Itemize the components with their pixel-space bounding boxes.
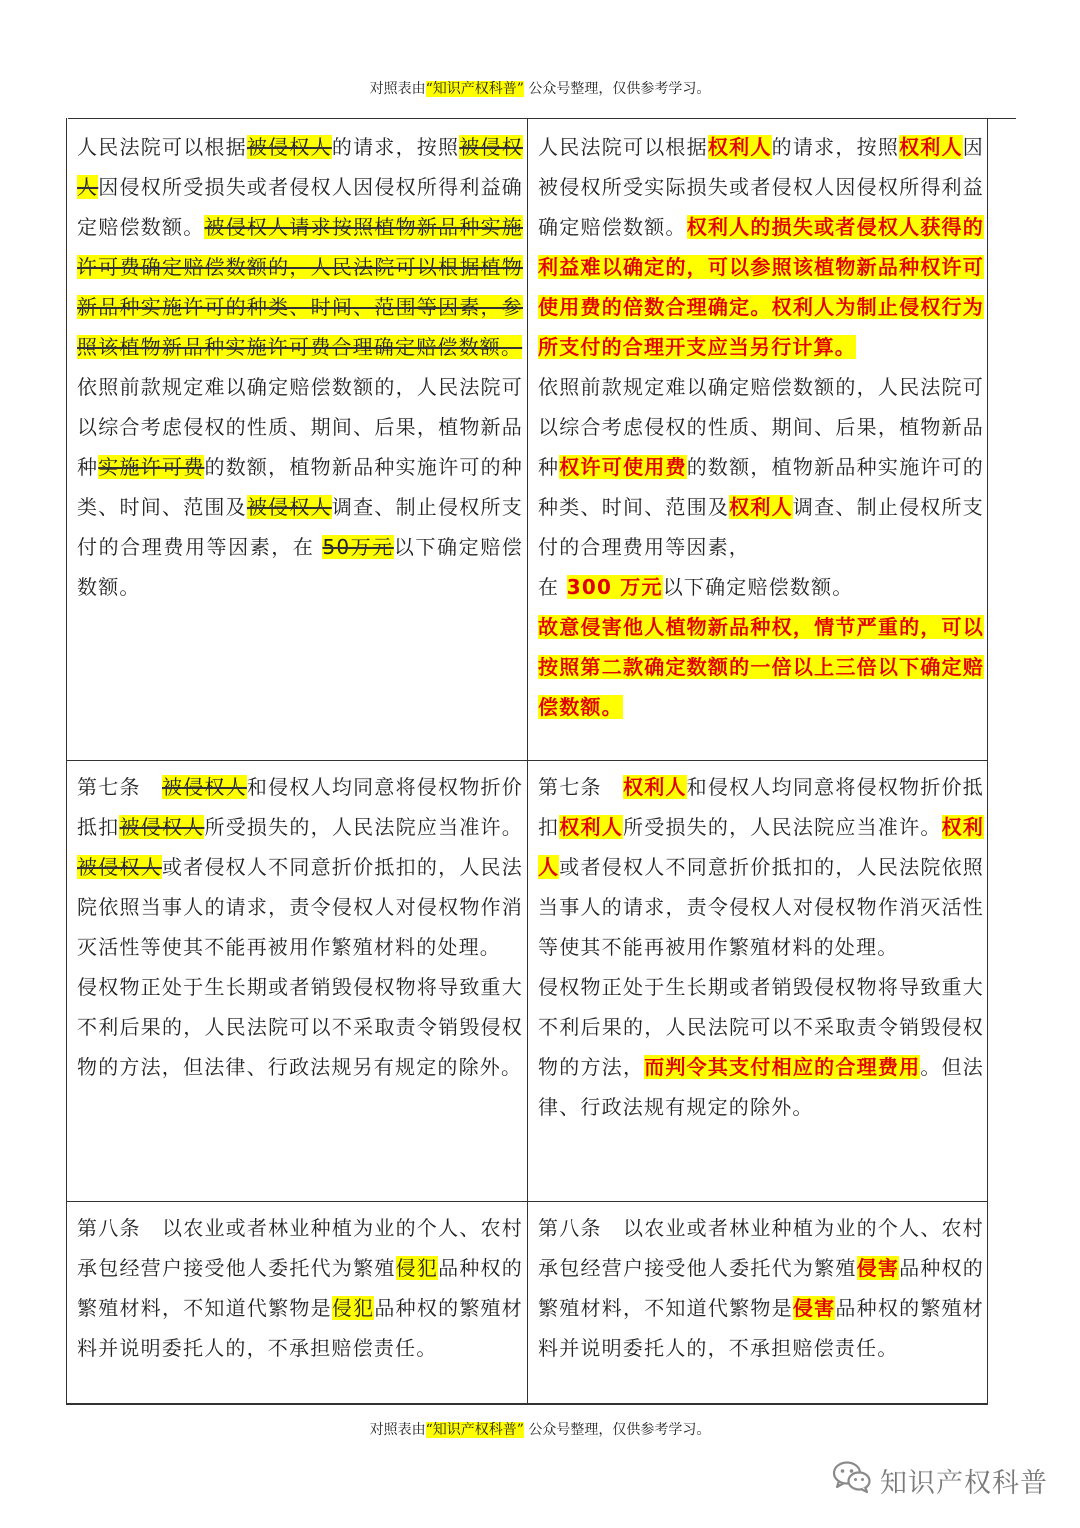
added-text: 侵害	[792, 1296, 836, 1320]
row1-left-paragraph-1: 人民法院可以根据被侵权人的请求，按照被侵权人因侵权所受损失或者侵权人因侵权所得利益确定赔偿数额。被侵权人请求按照植物新品种实施许可费确定赔偿数额的，人民法院可以根据植物新品种实施许可的种类、时间、范围等因素，参照该植物新品种实施许可费合理确定赔偿数额。	[77, 135, 524, 359]
row3-left-cell	[77, 1208, 523, 1368]
added-text: 权利人	[622, 775, 687, 799]
added-text: 而判令其支付相应的合理费用	[644, 1055, 921, 1079]
added-text: 权利人	[707, 135, 772, 159]
changed-text: 侵犯	[331, 1296, 375, 1320]
caption-before: 对照表由	[369, 81, 426, 97]
added-text: 故意侵害他人植物新品种权，情节严重的，可以按照第二款确定数额的一倍以上三倍以下确定赔偿数额。	[538, 615, 984, 719]
table-bottom-border	[66, 1403, 988, 1405]
row1-left-paragraph-2: 依照前款规定难以确定赔偿数额的，人民法院可以综合考虑侵权的性质、期间、后果，植物新品种实施许可费的数额，植物新品种实施许可的种类、时间、范围及被侵权人调查、制止侵权所支付的合理费用等因素，在 50万元以下确定赔偿数额。	[77, 375, 524, 599]
added-text: 权许可使用费	[559, 455, 687, 479]
added-text: 权利人	[538, 815, 985, 879]
row2-left-cell	[77, 767, 523, 1087]
added-text: 权利人	[899, 135, 963, 159]
deleted-text: 被侵权人	[246, 495, 332, 519]
row3-right-paragraph: 第八条 以农业或者林业种植为业的个人、农村承包经营户接受他人委托代为繁殖侵害品种权的繁殖材料，不知道代繁物是侵害品种权的繁殖材料并说明委托人的，不承担赔偿责任。	[538, 1216, 984, 1360]
row3-left-paragraph: 第八条 以农业或者林业种植为业的个人、农村承包经营户接受他人委托代为繁殖侵犯品种权的繁殖材料，不知道代繁物是侵犯品种权的繁殖材料并说明委托人的，不承担赔偿责任。	[77, 1216, 523, 1360]
row2-left-paragraph-2: 侵权物正处于生长期或者销毁侵权物将导致重大不利后果的，人民法院可以不采取责令销毁侵权物的方法，但法律、行政法规另有规定的除外。	[77, 975, 523, 1079]
row1-right-paragraph-2: 依照前款规定难以确定赔偿数额的，人民法院可以综合考虑侵权的性质、期间、后果，植物新品种权许可使用费的数额，植物新品种实施许可的种类、时间、范围及权利人调查、制止侵权所支付的合理费用等因素，	[538, 375, 984, 559]
row1-left-cell	[77, 127, 523, 607]
row2-right-cell	[538, 767, 984, 1127]
deleted-text: 被侵权人	[246, 135, 332, 159]
row2-left-paragraph-1: 第七条 被侵权人和侵权人均同意将侵权物折价抵扣被侵权人所受损失的，人民法院应当准许。被侵权人或者侵权人不同意折价抵扣的，人民法院依照当事人的请求，责令侵权人对侵权物作消灭活性等使其不能再被用作繁殖材料的处理。	[77, 775, 523, 959]
row1-right-paragraph-3: 在 300 万元以下确定赔偿数额。	[538, 575, 854, 599]
row3-right-cell	[538, 1208, 984, 1368]
caption-before: 对照表由	[369, 1422, 426, 1438]
page-caption-bottom	[0, 1419, 1080, 1439]
deleted-text: 被侵权人	[77, 135, 523, 199]
changed-text: 侵犯	[395, 1256, 439, 1280]
table-left-border	[66, 118, 67, 1404]
caption-highlight: “知识产权科普”	[425, 1422, 524, 1438]
page-caption-top	[0, 78, 1080, 98]
deleted-text: 被侵权人请求按照植物新品种实施许可费确定赔偿数额的，人民法院可以根据植物新品种实施许可的种类、时间、范围等因素，参照该植物新品种实施许可费合理确定赔偿数额。	[77, 215, 524, 359]
row2-right-paragraph-2: 侵权物正处于生长期或者销毁侵权物将导致重大不利后果的，人民法院可以不采取责令销毁侵权物的方法，而判令其支付相应的合理费用。但法律、行政法规有规定的除外。	[538, 975, 984, 1119]
row-divider-1	[66, 760, 988, 761]
row1-right-cell	[538, 127, 984, 727]
deleted-text: 实施许可费	[98, 455, 205, 479]
added-text: 300 万元	[566, 575, 663, 599]
wechat-icon	[832, 1460, 880, 1501]
watermark-label: 知识产权科普	[880, 1467, 1048, 1499]
caption-after: 公众号整理，仅供参考学习。	[523, 81, 711, 97]
row2-right-paragraph-1: 第七条 权利人和侵权人均同意将侵权物折价抵扣权利人所受损失的，人民法院应当准许。权利人或者侵权人不同意折价抵扣的，人民法院依照当事人的请求，责令侵权人对侵权物作消灭活性等使其不能再被用作繁殖材料的处理。	[538, 775, 985, 959]
table-top-rule	[68, 118, 1016, 119]
deleted-text: 被侵权人	[77, 855, 162, 879]
row1-right-paragraph-4	[538, 607, 984, 727]
added-text: 侵害	[856, 1256, 900, 1280]
added-text: 权利人	[729, 495, 793, 519]
row1-right-paragraph-1: 人民法院可以根据权利人的请求，按照权利人因被侵权所受实际损失或者侵权人因侵权所得利益确定赔偿数额。权利人的损失或者侵权人获得的利益难以确定的，可以参照该植物新品种权许可使用费的倍数合理确定。权利人为制止侵权行为所支付的合理开支应当另行计算。	[538, 135, 984, 359]
row-divider-2	[66, 1201, 988, 1202]
deleted-text: 被侵权人	[161, 775, 247, 799]
added-text: 权利人	[559, 815, 623, 839]
added-text: 权利人的损失或者侵权人获得的利益难以确定的，可以参照该植物新品种权许可使用费的倍数合理确定。权利人为制止侵权行为所支付的合理开支应当另行计算。	[538, 215, 984, 359]
table-middle-border	[527, 118, 528, 1404]
table-right-border	[987, 118, 988, 1404]
deleted-text: 50万元	[322, 535, 394, 559]
caption-highlight: “知识产权科普”	[425, 81, 524, 97]
wechat-watermark	[832, 1455, 1048, 1505]
caption-after: 公众号整理，仅供参考学习。	[523, 1422, 711, 1438]
deleted-text: 被侵权人	[119, 815, 205, 839]
